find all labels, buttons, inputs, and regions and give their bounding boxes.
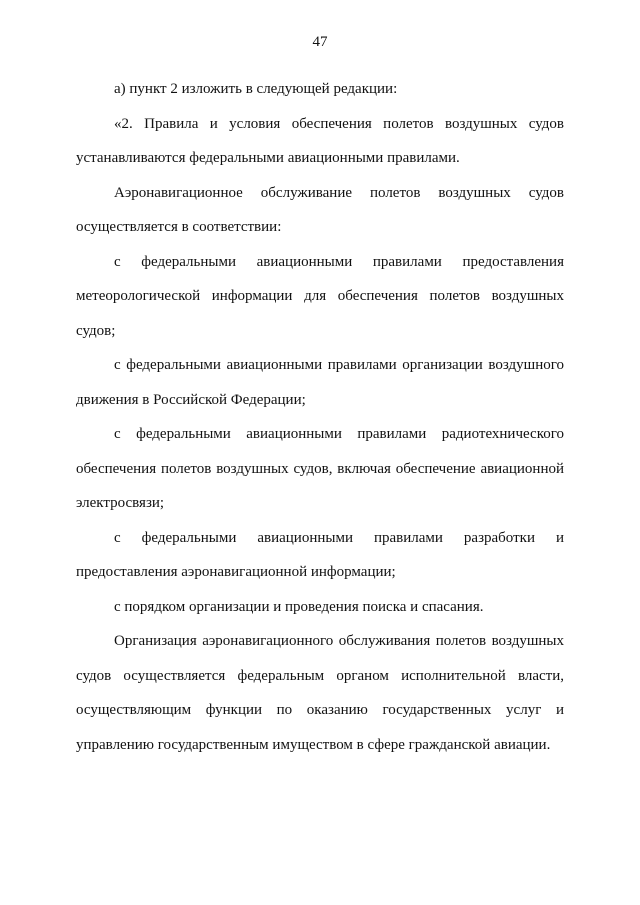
list-item-aeronautical-info: с федеральными авиационными правилами разработки и предоставления аэронавигационной информации; [76, 529, 564, 580]
list-item-search-rescue: с порядком организации и проведения поиска и спасания. [114, 598, 484, 615]
list-item-meteorological: с федеральными авиационными правилами предоставления метеорологической информации для обеспечения полетов воздушных судов; [76, 253, 564, 339]
paragraph-organization: Организация аэронавигационного обслуживания полетов воздушных судов осуществляется федеральным органом исполнительной власти, осуществляющим функции по оказанию государственных услуг и управлению государственным имуществом в сфере гражданской авиации. [76, 633, 564, 753]
paragraph-amendment-intro: а) пункт 2 изложить в следующей редакции: [114, 81, 398, 97]
list-item-air-traffic: с федеральными авиационными правилами организации воздушного движения в Российской Федерации; [76, 357, 564, 408]
page-number: 47 [312, 34, 328, 50]
paragraph-air-navigation-service: Аэронавигационное обслуживание полетов воздушных судов осуществляется в соответствии: [76, 184, 564, 235]
document-body [76, 72, 564, 762]
paragraph-rules-conditions: «2. Правила и условия обеспечения полетов воздушных судов устанавливаются федеральными авиационными правилами. [76, 115, 564, 166]
list-item-radio-technical: с федеральными авиационными правилами радиотехнического обеспечения полетов воздушных судов, включая обеспечение авиационной электросвязи; [76, 426, 564, 511]
